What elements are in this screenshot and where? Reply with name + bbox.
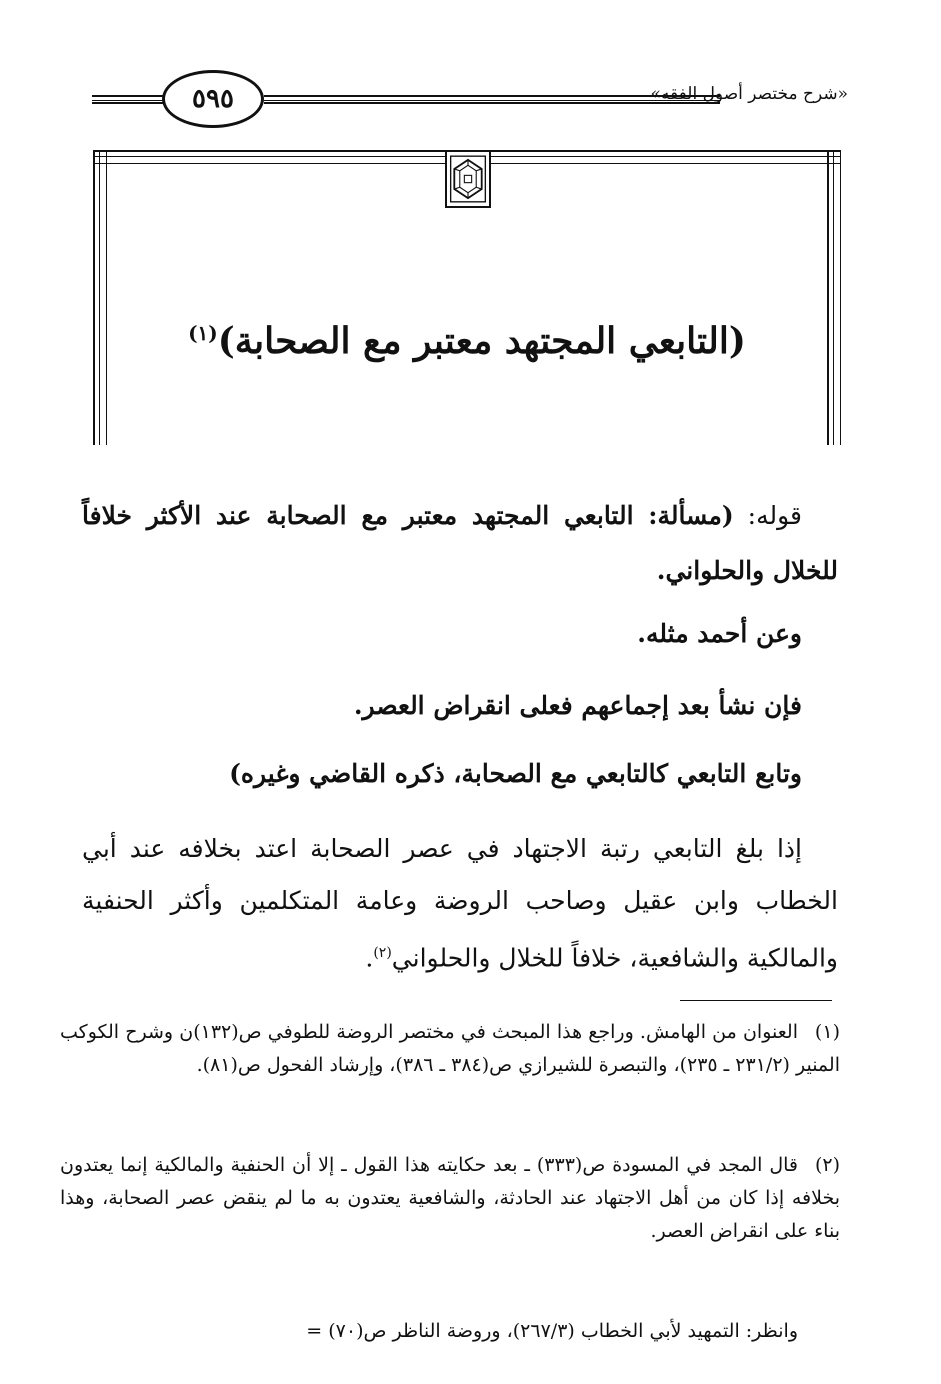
chapter-title-frame	[93, 150, 841, 445]
paragraph-2-text: وعن أحمد مثله.	[637, 619, 802, 648]
footnote-1-number: (١)	[814, 1021, 840, 1043]
frame-right-border	[827, 150, 841, 445]
paragraph-3-text: فإن نشأ بعد إجماعهم فعلى انقراض العصر.	[353, 691, 802, 720]
ornament-icon	[445, 150, 491, 208]
paragraph-4	[82, 746, 838, 801]
footnote-1-text: العنوان من الهامش. وراجع هذا المبحث في مختصر الروضة للطوفي ص(١٣٢)ن وشرح الكوكب المنير (٢٣١/٢ ـ ٢٣٥)، والتبصرة للشيرازي ص(٣٨٤ ـ ٣٨٦)، وإرشاد الفحول ص(٨١).	[60, 1021, 840, 1076]
running-title: «شرح مختصر أصول الفقه»	[650, 84, 848, 104]
footnote-2-number: (٢)	[814, 1154, 840, 1176]
paragraph-5-footnote-mark: (٢)	[373, 945, 392, 961]
paragraph-1-matn: (مسألة: التابعي المجتهد معتبر مع الصحابة عند الأكثر خلافاً للخلال والحلواني.	[82, 501, 838, 585]
chapter-title-text: (التابعي المجتهد معتبر مع الصحابة)	[217, 320, 746, 362]
footnote-separator	[680, 1000, 832, 1001]
chapter-footnote-mark: (١)	[188, 321, 218, 345]
footnote-1	[60, 1016, 840, 1082]
footnote-2-text: قال المجد في المسودة ص(٣٣٣) ـ بعد حكايته هذا القول ـ إلا أن الحنفية والمالكية إنما يعتدون بخلافه إذا كان من أهل الاجتهاد عند الحادثة، والشافعية يعتدون به ما لم ينقض عصر الصحابة، وهذا بناء على انقراض العصر.	[60, 1154, 840, 1242]
paragraph-5-text: إذا بلغ التابعي رتبة الاجتهاد في عصر الصحابة اعتد بخلافه عند أبي الخطاب وابن عقيل وصاحب الروضة وعامة المتكلمين وأكثر الحنفية والمالكية والشافعية، خلافاً للخلال والحلواني	[82, 834, 838, 973]
paragraph-4-text: وتابع التابعي كالتابعي مع الصحابة، ذكره القاضي وغيره)	[229, 759, 802, 788]
paragraph-1-intro: قوله:	[733, 501, 802, 530]
paragraph-3	[82, 678, 838, 733]
frame-left-border	[93, 150, 107, 445]
footnote-continuation	[60, 1315, 840, 1348]
page-header	[92, 62, 848, 138]
chapter-title	[133, 320, 801, 362]
page-number: ٥٩٥	[162, 70, 264, 128]
paragraph-2	[82, 606, 838, 661]
footnote-continuation-text: وانظر: التمهيد لأبي الخطاب (٢٦٧/٣)، وروضة الناظر ص(٧٠) =	[306, 1320, 798, 1342]
paragraph-5	[82, 823, 838, 984]
paragraph-1	[82, 488, 838, 598]
footnote-2	[60, 1149, 840, 1248]
paragraph-5-end: .	[365, 943, 374, 973]
header-rule-left	[92, 95, 168, 104]
